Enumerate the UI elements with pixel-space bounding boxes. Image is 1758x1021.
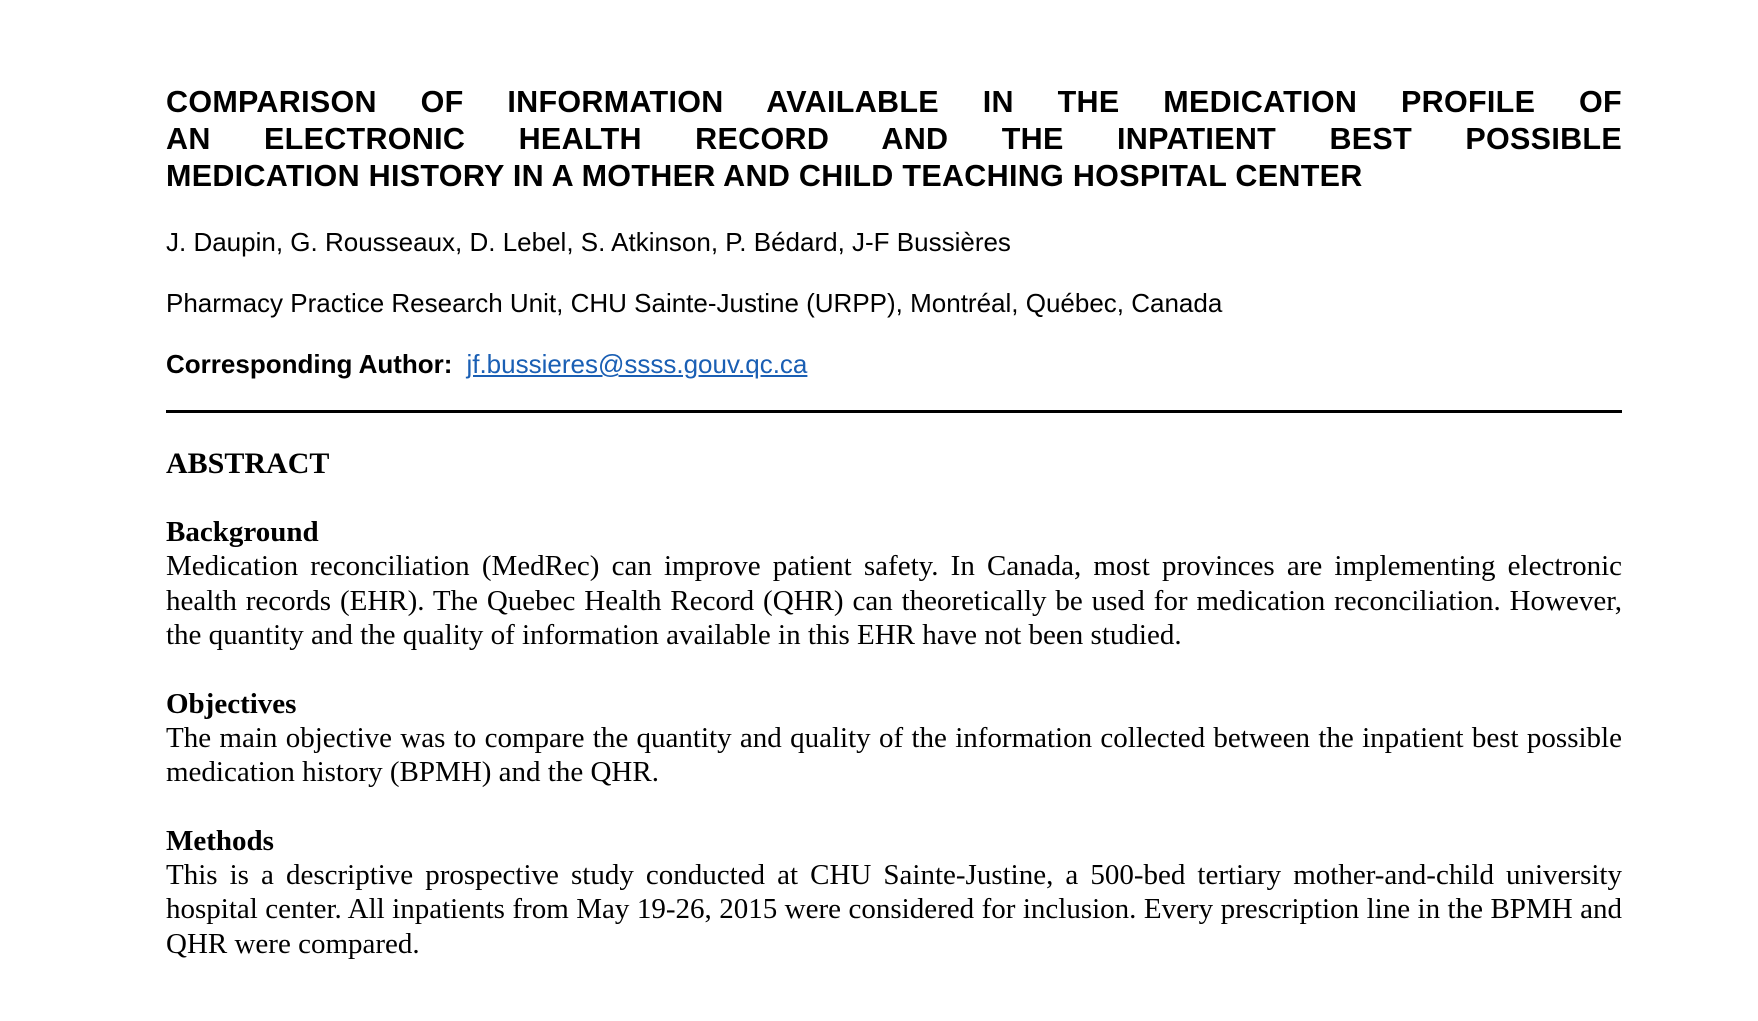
section-methods	[166, 824, 1622, 962]
section-text: Medication reconciliation (MedRec) can improve patient safety. In Canada, most provinces are implementing electronic health records (EHR). The Quebec Health Record (QHR) can theoretically be used for medication reconciliation. However, the quantity and the quality of information available in this EHR have not been studied.	[166, 550, 1622, 651]
paper-title	[166, 84, 1622, 195]
paper-page	[166, 84, 1622, 961]
section-heading: Background	[166, 516, 319, 548]
section-heading: Objectives	[166, 687, 297, 720]
title-line-3: MEDICATION HISTORY IN A MOTHER AND CHILD TEACHING HOSPITAL CENTER	[166, 159, 1363, 193]
corresponding-author	[166, 349, 1622, 380]
section-background	[166, 515, 1622, 653]
corresponding-author-label: Corresponding Author:	[166, 349, 453, 379]
title-line-1: COMPARISON OF INFORMATION AVAILABLE IN THE MEDICATION PROFILE OF	[166, 85, 1622, 119]
title-line-2: AN ELECTRONIC HEALTH RECORD AND THE INPATIENT BEST POSSIBLE	[166, 122, 1622, 156]
section-text: This is a descriptive prospective study conducted at CHU Sainte-Justine, a 500-bed tertiary mother-and-child university hospital center. All inpatients from May 19-26, 2015 were considered for inclusion. Every prescription line in the BPMH and QHR were compared.	[166, 858, 1622, 960]
header-divider	[166, 410, 1622, 413]
affiliation: Pharmacy Practice Research Unit, CHU Sainte-Justine (URPP), Montréal, Québec, Canada	[166, 288, 1223, 318]
section-heading: Methods	[166, 824, 274, 857]
section-text: The main objective was to compare the quantity and quality of the information collected between the inpatient best possible medication history (BPMH) and the QHR.	[166, 721, 1622, 788]
section-objectives	[166, 687, 1622, 790]
corresponding-email-link[interactable]: jf.bussieres@ssss.gouv.qc.ca	[466, 349, 808, 379]
author-list: J. Daupin, G. Rousseaux, D. Lebel, S. Atkinson, P. Bédard, J-F Bussières	[166, 227, 1011, 257]
abstract-heading: ABSTRACT	[166, 447, 330, 480]
